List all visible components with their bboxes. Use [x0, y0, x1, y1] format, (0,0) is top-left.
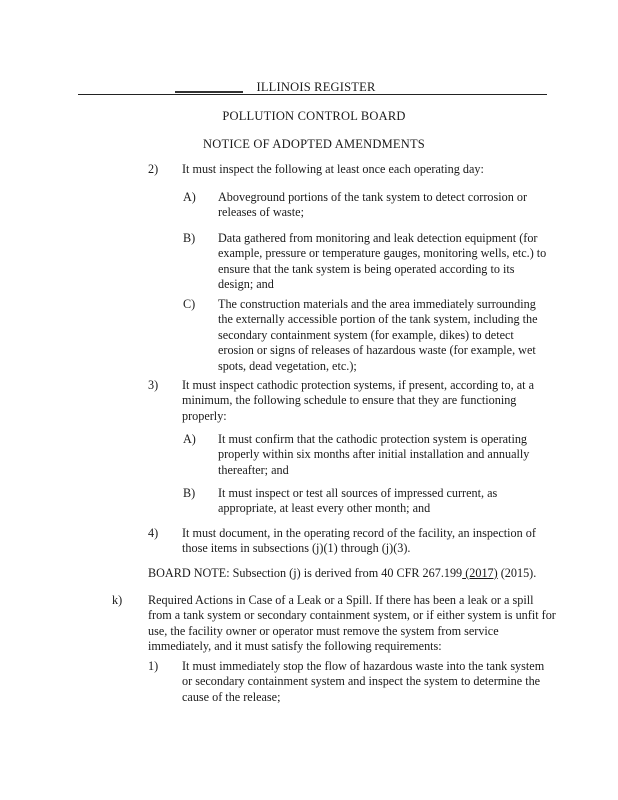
board-note-inserted: (2017)	[462, 566, 498, 580]
item-k1-text: It must immediately stop the flow of hazardous waste into the tank system or secondary containment system and inspect the system to determine the cause of the release;	[182, 659, 545, 704]
section-k-text: Required Actions in Case of a Leak or a Spill. If there has been a leak or a spill from a tank system or secondary containment system, or if either system is unfit for use, the facility owner or operator must remove the system from service immediately, and it must satisfy the following requirements:	[148, 593, 556, 654]
item-2c-label: C)	[183, 297, 196, 311]
item-2-label: 2)	[148, 162, 159, 176]
board-note-prefix: BOARD NOTE: Subsection (j) is derived from 40 CFR 267.199	[148, 566, 463, 580]
item-k1-label: 1)	[148, 659, 159, 673]
item-2a-label: A)	[183, 190, 196, 204]
item-2b-text: Data gathered from monitoring and leak detection equipment (for example, pressure or temperature gauges, monitoring wells, etc.) to ensure that the tank system is being operated according to its design; and	[218, 231, 547, 292]
board-note	[148, 566, 568, 581]
item-2a-text: Aboveground portions of the tank system to detect corrosion or releases of waste;	[218, 190, 528, 220]
item-2c-text: The construction materials and the area immediately surrounding the externally accessible portion of the tank system, including the secondary containment system (for example, dikes) to detect erosion or signs of releases of hazardous waste (for example, wet spots, dead vegetation, etc.);	[218, 297, 538, 373]
item-3-label: 3)	[148, 378, 159, 392]
item-3a-label: A)	[183, 432, 196, 446]
board-title: POLLUTION CONTROL BOARD	[222, 109, 406, 123]
notice-title: NOTICE OF ADOPTED AMENDMENTS	[203, 137, 425, 151]
item-4-text: It must document, in the operating record of the facility, an inspection of those items in subsections (j)(1) through (j)(3).	[182, 526, 536, 556]
item-3-text: It must inspect cathodic protection systems, if present, according to, at a minimum, the following schedule to ensure that they are functioning properly:	[182, 378, 534, 423]
item-3b-label: B)	[183, 486, 196, 500]
item-2b-label: B)	[183, 231, 196, 245]
header-rule	[78, 94, 547, 95]
register-title: ILLINOIS REGISTER	[256, 80, 376, 94]
item-4-label: 4)	[148, 526, 159, 540]
board-note-suffix: (2015).	[497, 566, 537, 580]
item-3b-text: It must inspect or test all sources of impressed current, as appropriate, at least every other month; and	[218, 486, 498, 516]
item-3a-text: It must confirm that the cathodic protection system is operating properly within six months after initial installation and annually thereafter; and	[218, 432, 530, 477]
section-k-label: k)	[112, 593, 123, 607]
item-2-text: It must inspect the following at least once each operating day:	[182, 162, 484, 176]
